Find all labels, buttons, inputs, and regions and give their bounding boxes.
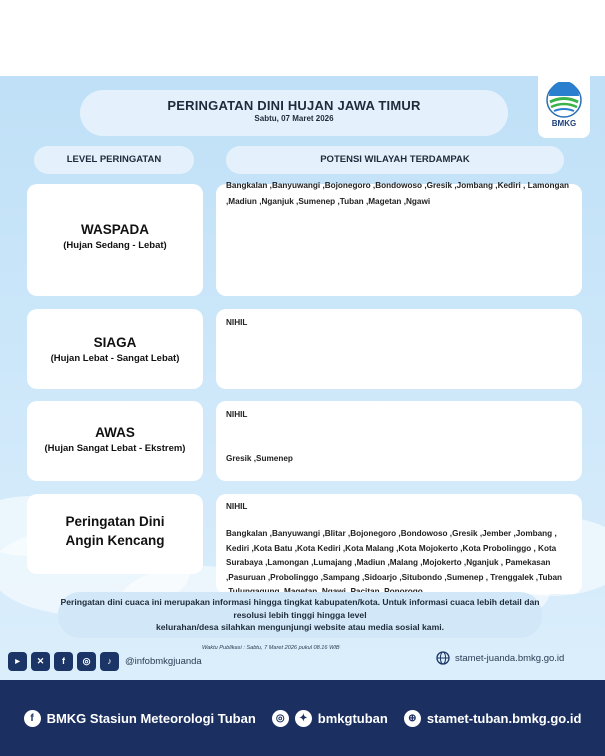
social-handle[interactable]: @infobmkgjuanda (125, 655, 202, 667)
footer-website-label[interactable]: stamet-tuban.bmkg.go.id (426, 710, 582, 726)
globe-icon (436, 651, 450, 665)
warning-poster (0, 76, 605, 680)
level-card-angin-kencang (27, 494, 203, 574)
website-url[interactable]: stamet-juanda.bmkg.go.id (455, 652, 565, 664)
level-card-awas (27, 401, 203, 481)
area-column-header: POTENSI WILAYAH TERDAMPAK (226, 146, 564, 174)
level-name: WASPADA (80, 222, 149, 237)
logo-label: BMKG (551, 119, 577, 128)
publication-time: Waktu Publikasi : Sabtu, 7 Maret 2026 pukul 08.16 WIB (202, 645, 340, 651)
footer-website[interactable] (404, 710, 582, 727)
footer-facebook[interactable] (24, 710, 256, 727)
info-note-line: kelurahan/desa silahkan mengunjungi website atau media sosial kami. (156, 622, 444, 632)
info-note-line: Peringatan dini cuaca ini merupakan informasi hingga tingkat kabupaten/kota. Untuk informasi cuaca lebih detail dan resolusi lebih tinggi hingga level (60, 597, 540, 620)
area-card-siaga (216, 309, 582, 389)
social-links (8, 650, 202, 672)
level-name: Peringatan Dini (65, 514, 165, 529)
youtube-icon[interactable]: ▶ (8, 652, 27, 671)
footer-facebook-label[interactable]: BMKG Stasiun Meteorologi Tuban (46, 710, 256, 726)
bmkg-logo (538, 76, 590, 138)
area-list: Bangkalan ,Banyuwangi ,Bojonegoro ,Bondowoso ,Gresik ,Jombang ,Kediri , Lamongan ,Madiun ,Nganjuk ,Sumenep ,Tuban ,Magetan ,Ngawi (226, 181, 570, 206)
nihil-label: NIHIL (226, 502, 248, 511)
footer-social[interactable] (272, 710, 388, 727)
instagram-icon: ◎ (272, 710, 289, 727)
facebook-icon: f (24, 710, 41, 727)
page-date: Sabtu, 07 Maret 2026 (254, 114, 334, 123)
twitter-icon: ✦ (295, 710, 312, 727)
level-card-siaga (27, 309, 203, 389)
area-card-awas (216, 401, 582, 481)
level-name: SIAGA (93, 335, 137, 350)
bmkg-logo-icon (546, 82, 582, 118)
facebook-icon[interactable]: f (54, 652, 73, 671)
footer-bar (0, 680, 605, 756)
title-banner (80, 90, 508, 136)
page-title: PERINGATAN DINI HUJAN JAWA TIMUR (167, 98, 421, 113)
info-note (58, 592, 542, 638)
globe-icon: ⊕ (404, 710, 421, 727)
level-description: (Hujan Sangat Lebat - Ekstrem) (44, 443, 186, 454)
level-description: Angin Kencang (65, 533, 165, 548)
area-card-angin-kencang (216, 494, 582, 594)
footer-social-label[interactable]: bmkgtuban (317, 710, 388, 726)
level-card-waspada (27, 184, 203, 296)
nihil-label: NIHIL (226, 318, 248, 327)
area-list: Gresik ,Sumenep (226, 454, 293, 463)
level-name: AWAS (95, 425, 135, 440)
website-link-juanda[interactable] (436, 651, 564, 665)
x-icon[interactable]: ✕ (31, 652, 50, 671)
level-description: (Hujan Sedang - Lebat) (63, 240, 167, 251)
tiktok-icon[interactable]: ♪ (100, 652, 119, 671)
instagram-icon[interactable]: ◎ (77, 652, 96, 671)
level-column-header: LEVEL PERINGATAN (34, 146, 194, 174)
level-description: (Hujan Lebat - Sangat Lebat) (50, 353, 180, 364)
area-list: Bangkalan ,Banyuwangi ,Blitar ,Bojonegoro ,Bondowoso ,Gresik ,Jember ,Jombang , Kediri ,Kota Batu ,Kota Kediri ,Kota Malang ,Kota Mojokerto ,Kota Probolinggo , Kota Surabaya ,Lamongan ,Lumajang ,Madiun ,Malang ,Mojokerto ,Nganjuk , Pamekasan ,Pasuruan ,Probolinggo ,Sampang ,Sidoarjo ,Situbondo ,Sumenep , Trenggalek ,Tuban (226, 529, 563, 582)
nihil-label: NIHIL (226, 410, 248, 419)
top-blank-area (0, 0, 605, 76)
area-card-waspada (216, 181, 582, 296)
